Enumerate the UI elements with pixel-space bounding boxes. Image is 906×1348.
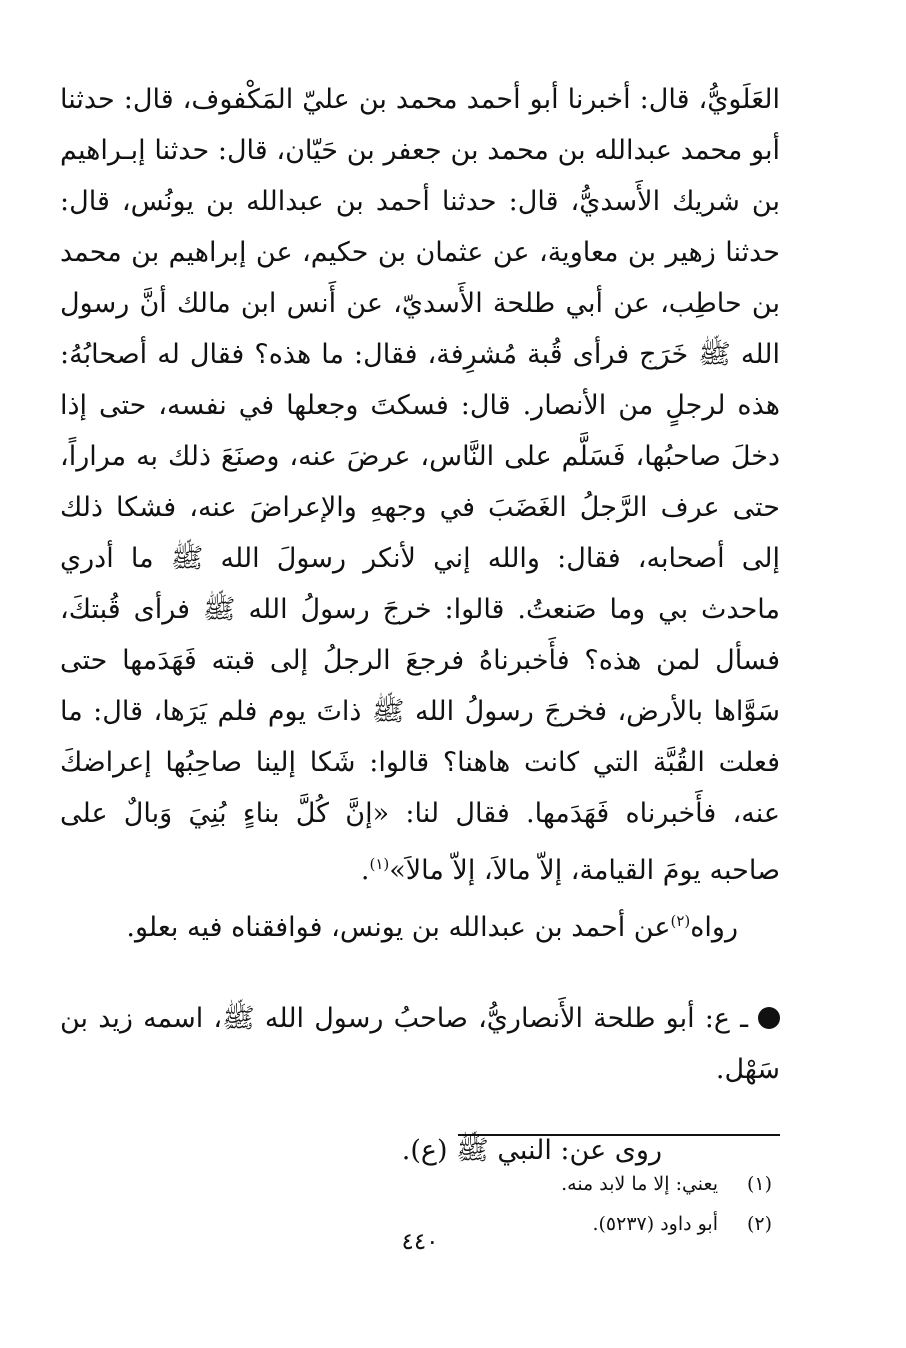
- footnote-ref-1: (١): [369, 855, 390, 873]
- footnote-divider: [458, 1134, 780, 1136]
- narration-after: عن أحمد بن عبدالله بن يونس، فوافقناه فيه بعلو.: [126, 912, 671, 943]
- narrator-bio-text: ـ ع: أبو طلحة الأَنصاريُّ، صاحبُ رسول الله ﷺ، اسمه زيد بن سَهْل.: [60, 1003, 780, 1085]
- footnote-text: يعني: إلا ما لابد منه.: [561, 1173, 718, 1195]
- narration-before: رواه: [690, 912, 738, 943]
- footnote-1: [172, 1164, 772, 1204]
- bullet-dot-icon: [758, 1007, 780, 1029]
- footnote-number: (٢): [746, 1213, 772, 1235]
- narrated-from-text: روى عن: النبي ﷺ (ع).: [401, 1135, 662, 1166]
- hadith-end-punct: .: [360, 855, 370, 886]
- hadith-paragraph: [60, 74, 780, 896]
- hadith-text: العَلَويُّ، قال: أخبرنا أبو أحمد محمد بن عليّ المَكْفوف، قال: حدثنا أبو محمد عبدالله بن محمد بن جعفر بن حَيّان، قال: حدثنا إبـراهيم بن شريك الأَسديُّ، قال: حدثنا أحمد بن عبدالله بن يونُس، قال: حدثنا زهير بن معاوية، عن عثمان بن حكيم، عن إبراهيم بن محمد بن حاطِب، عن أبي طلحة الأَسديّ، عن أَنس ابن مالك أنَّ رسول الله ﷺ خَرَج فرأى قُبة مُشرِفة، فقال: ما هذه؟ فقال له أصحابُهُ: هذه لرجلٍ من الأنصار. قال: فسكتَ وجعلها في نفسه، حتى إذا دخلَ صاحبُها، فَسَلَّم على النَّاس، عرضَ عنه، وصنَعَ ذلك به مراراً، حتى عرف الرَّجلُ الغَضَبَ في وجههِ والإعراضَ عنه، فشكا ذلك إلى أصحابه، فقال: والله إني لأنكر رسولَ الله ﷺ ما أدري ماحدث بي وما صَنعتُ. قالوا: خرجَ رسولُ الله ﷺ فرأى قُبتكَ، فسأل لمن هذه؟ فأَخبرناهُ فرجعَ الرجلُ إلى قبته فَهَدَمها حتى سَوَّاها بالأرض، فخرجَ رسولُ الله ﷺ ذاتَ يوم فلم يَرَها، قال: ما فعلت القُبَّة التي كانت هاهنا؟ قالوا: شَكا إلينا صاحِبُها إعراضكَ عنه، فأَخبرناه فَهَدَمها. فقال لنا: «إنَّ كُلَّ بناءٍ بُنِيَ وَبالٌ على صاحبه يومَ القيامة، إلاّ مالاَ، إلاّ مالاَ»: [60, 84, 780, 886]
- book-page: [60, 74, 780, 1294]
- narrator-bio: [60, 993, 780, 1095]
- page-number: ٤٤٠: [401, 1229, 439, 1255]
- footnote-text: أبو داود (٥٢٣٧).: [592, 1213, 718, 1235]
- footnote-ref-2: (٢): [670, 912, 691, 930]
- narration-line: [60, 896, 780, 953]
- footnote-number: (١): [746, 1173, 772, 1195]
